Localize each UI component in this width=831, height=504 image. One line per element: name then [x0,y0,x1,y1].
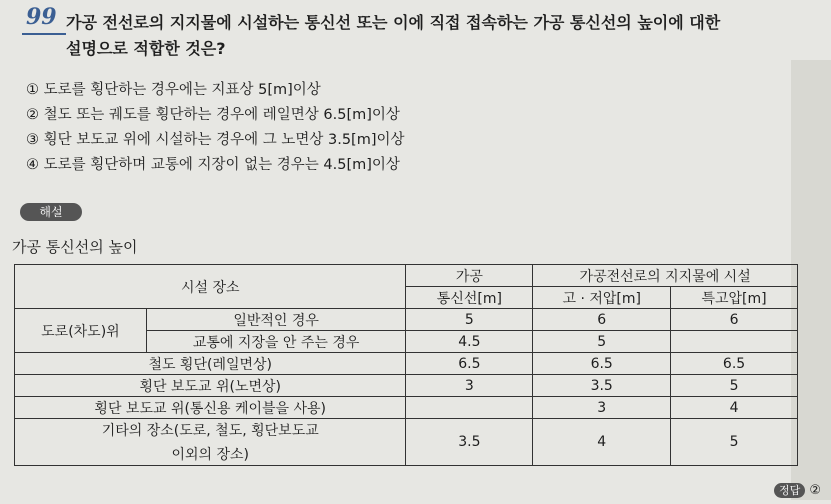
header-comm-line2: 통신선[m] [406,287,533,309]
road-label: 도로(차도)위 [15,309,147,353]
row1-sub: 일반적인 경우 [146,309,406,331]
answer-value: ② [809,483,821,498]
question-number: 99 [26,4,57,30]
option-3: ③ 횡단 보도교 위에 시설하는 경우에 그 노면상 3.5[m]이상 [26,132,405,148]
row4-high: 5 [671,375,798,397]
row1-low: 6 [533,309,671,331]
row6-high: 5 [671,419,798,466]
option-1: ① 도로를 횡단하는 경우에는 지표상 5[m]이상 [26,82,321,98]
row5-high: 4 [671,397,798,419]
row5-label: 횡단 보도교 위(통신용 케이블을 사용) [15,397,406,419]
question-text-line2: 설명으로 적합한 것은? [66,39,226,58]
row2-low: 5 [533,331,671,353]
row1-comm: 5 [406,309,533,331]
row4-label: 횡단 보도교 위(노면상) [15,375,406,397]
height-table [14,264,798,466]
row3-comm: 6.5 [406,353,533,375]
header-group: 가공전선로의 지지물에 시설 [533,265,798,287]
header-low-voltage: 고 · 저압[m] [533,287,671,309]
row6-label-line1: 기타의 장소(도로, 철도, 횡단보도교 [101,423,319,439]
row4-comm: 3 [406,375,533,397]
row3-low: 6.5 [533,353,671,375]
answer-label: 정답 [774,483,805,498]
row2-high [671,331,798,353]
header-place: 시설 장소 [15,265,406,309]
row6-label [15,419,406,466]
option-4: ④ 도로를 횡단하며 교통에 지장이 없는 경우는 4.5[m]이상 [26,157,400,173]
row1-high: 6 [671,309,798,331]
row3-high: 6.5 [671,353,798,375]
row2-comm: 4.5 [406,331,533,353]
row4-low: 3.5 [533,375,671,397]
header-comm-line1: 가공 [406,265,533,287]
row6-label-line2: 이외의 장소) [171,447,249,463]
row6-comm: 3.5 [406,419,533,466]
row5-low: 3 [533,397,671,419]
explanation-badge: 해설 [20,203,82,221]
question-number-underline [22,33,66,35]
explanation-title: 가공 통신선의 높이 [12,238,138,256]
answer [774,482,821,498]
row5-comm [406,397,533,419]
header-high-voltage: 특고압[m] [671,287,798,309]
option-2: ② 철도 또는 궤도를 횡단하는 경우에 레일면상 6.5[m]이상 [26,107,400,123]
question-text-line1: 가공 전선로의 지지물에 시설하는 통신선 또는 이에 직접 접속하는 가공 통신선의 높이에 대한 [66,13,721,32]
row2-sub: 교통에 지장을 안 주는 경우 [146,331,406,353]
row6-low: 4 [533,419,671,466]
row3-label: 철도 횡단(레일면상) [15,353,406,375]
